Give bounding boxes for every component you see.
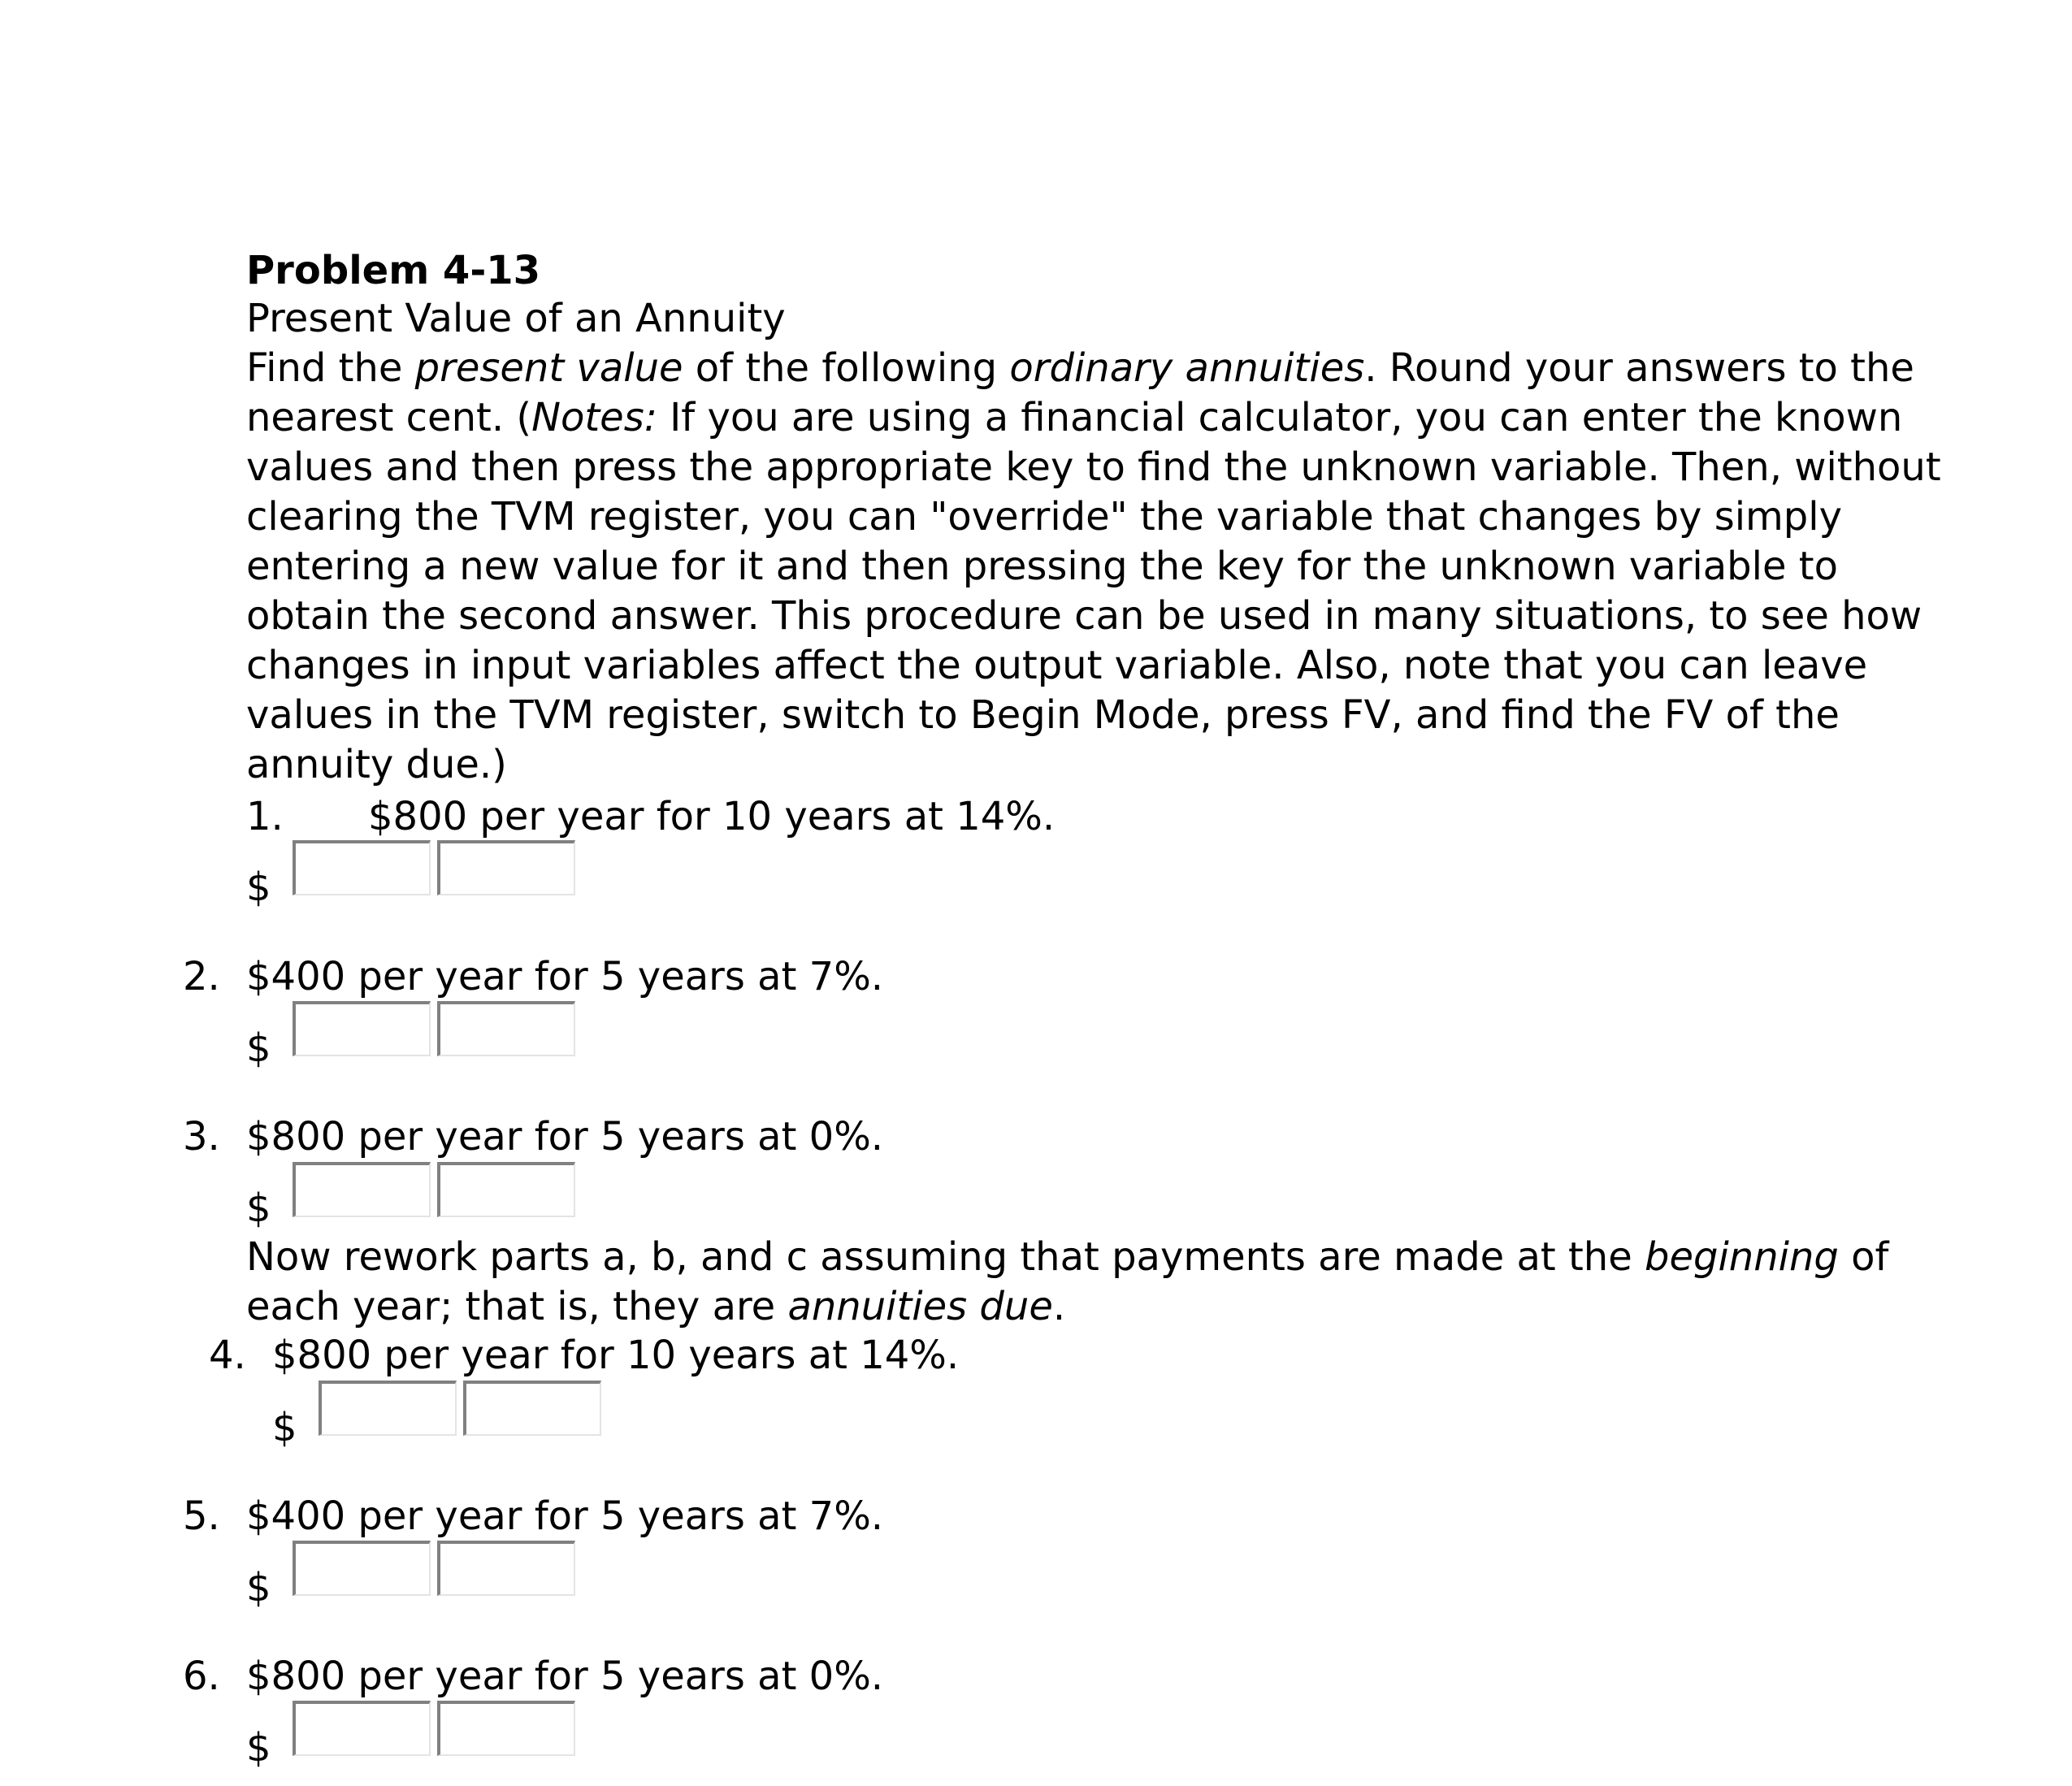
text-run: each year; that is, they are <box>246 1284 788 1329</box>
question-5-text: $400 per year for 5 years at 7%. <box>246 1493 884 1539</box>
emphasis-present-value: present value <box>414 345 683 391</box>
instructions-line-9: annuity due.) <box>246 742 507 787</box>
question-3-text: $800 per year for 5 years at 0%. <box>246 1114 884 1160</box>
question-4-number: 4. <box>209 1333 246 1378</box>
text-run: . <box>1052 1284 1066 1329</box>
emphasis-beginning: beginning <box>1645 1234 1839 1280</box>
question-6-cents-input[interactable] <box>437 1701 575 1756</box>
note-line-1 <box>246 1233 1888 1282</box>
note-line-2 <box>246 1282 1888 1332</box>
problem-title: Problem 4-13 <box>246 248 541 293</box>
question-2-dollars-input[interactable] <box>293 1001 431 1056</box>
question-1-text: $800 per year for 10 years at 14%. <box>368 794 1056 839</box>
question-3-number: 3. <box>183 1114 220 1160</box>
text-run: . Round your answers to the <box>1364 345 1914 391</box>
text-run: of <box>1838 1234 1889 1280</box>
question-5-cents-input[interactable] <box>437 1541 575 1596</box>
instructions-line-2 <box>246 393 1903 443</box>
text-run: of the following <box>683 345 1010 391</box>
text-run: Find the <box>246 345 415 391</box>
instructions-line-7: changes in input variables affect the output variable. Also, note that you can leave <box>246 643 1868 688</box>
question-1-dollars-input[interactable] <box>293 840 431 895</box>
instructions-line-8: values in the TVM register, switch to Begin Mode, press FV, and find the FV of the <box>246 692 1840 738</box>
question-4-dollar-sign: $ <box>272 1405 297 1450</box>
question-3-cents-input[interactable] <box>437 1162 575 1217</box>
question-1-cents-input[interactable] <box>437 840 575 895</box>
question-3-dollar-sign: $ <box>246 1186 271 1231</box>
question-6-dollars-input[interactable] <box>293 1701 431 1756</box>
text-run: If you are using a financial calculator, you can enter the known <box>657 395 1903 440</box>
question-5-dollars-input[interactable] <box>293 1541 431 1596</box>
instructions-line-6: obtain the second answer. This procedure can be used in many situations, to see how <box>246 593 1922 639</box>
question-2-text: $400 per year for 5 years at 7%. <box>246 954 884 999</box>
question-5-dollar-sign: $ <box>246 1565 271 1610</box>
emphasis-notes: Notes: <box>531 395 657 440</box>
question-2-dollar-sign: $ <box>246 1025 271 1071</box>
question-6-dollar-sign: $ <box>246 1725 271 1771</box>
question-6-number: 6. <box>183 1654 220 1699</box>
question-1-number: 1. <box>246 794 284 839</box>
question-2-number: 2. <box>183 954 220 999</box>
question-5-number: 5. <box>183 1493 220 1539</box>
emphasis-annuities-due: annuities due <box>787 1284 1053 1329</box>
question-1-dollar-sign: $ <box>246 865 271 910</box>
instructions-line-1 <box>246 344 1914 393</box>
question-4-cents-input[interactable] <box>463 1381 601 1436</box>
instructions-line-3: values and then press the appropriate key to find the unknown variable. Then, without <box>246 444 1941 490</box>
question-2-cents-input[interactable] <box>437 1001 575 1056</box>
problem-subtitle: Present Value of an Annuity <box>246 296 786 341</box>
emphasis-ordinary-annuities: ordinary annuities <box>1009 345 1365 391</box>
annuity-due-instruction <box>246 1233 1888 1332</box>
instructions-paragraph <box>246 344 1941 790</box>
question-4-text: $800 per year for 10 years at 14%. <box>272 1333 960 1378</box>
text-run: Now rework parts a, b, and c assuming that payments are made at the <box>246 1234 1645 1280</box>
question-3-dollars-input[interactable] <box>293 1162 431 1217</box>
text-run: nearest cent. ( <box>246 395 532 440</box>
question-4-dollars-input[interactable] <box>319 1381 457 1436</box>
instructions-line-4: clearing the TVM register, you can "override" the variable that changes by simply <box>246 494 1843 540</box>
instructions-line-5: entering a new value for it and then pressing the key for the unknown variable to <box>246 544 1838 589</box>
question-6-text: $800 per year for 5 years at 0%. <box>246 1654 884 1699</box>
